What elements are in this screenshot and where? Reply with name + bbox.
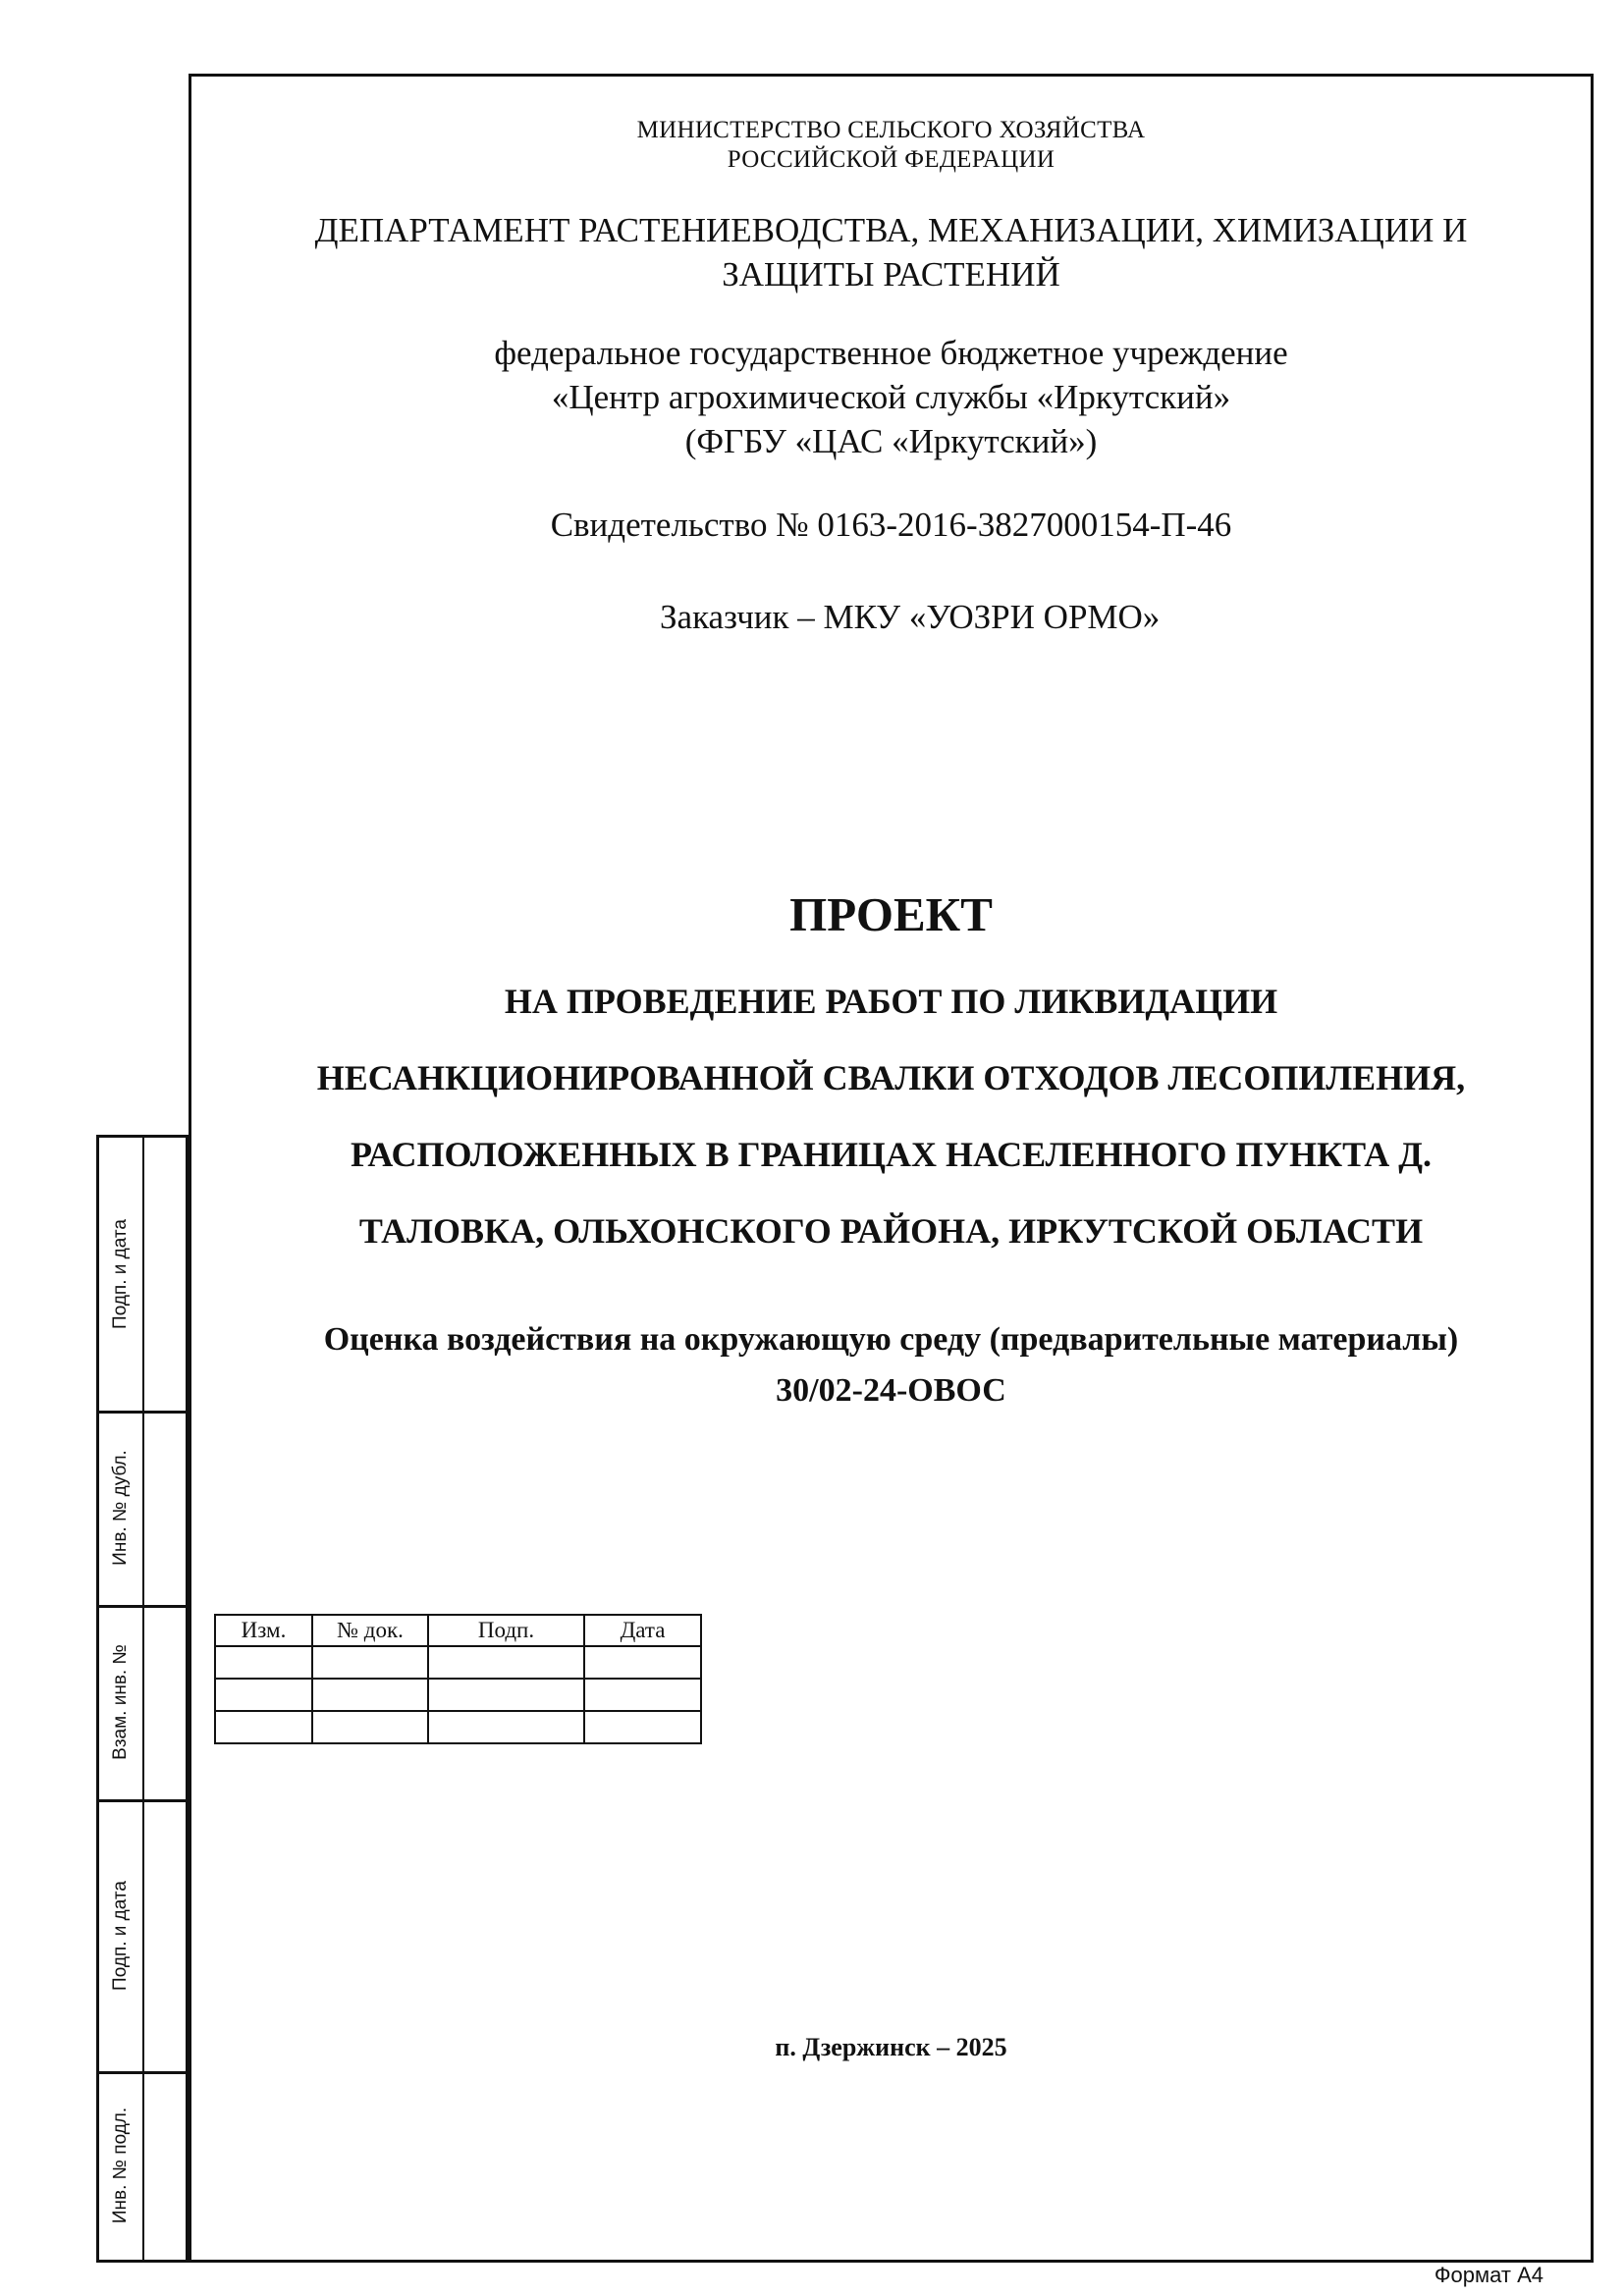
customer-name: Заказчик – МКУ «УОЗРИ ОРМО» [660,598,1161,636]
table-cell [428,1646,584,1679]
table-cell [584,1679,701,1711]
revision-header-row [215,1615,701,1646]
table-cell [215,1711,312,1743]
project-title: ПРОЕКТ [789,887,993,941]
assessment-block [189,1314,1594,1416]
strip-label [99,2071,142,2260]
ministry-line: РОССИЙСКОЙ ФЕДЕРАЦИИ [727,146,1056,173]
strip-label [99,1138,142,1411]
table-cell [428,1679,584,1711]
revision-header-cell: № док. [312,1615,428,1646]
certificate-number: Свидетельство № 0163-2016-3827000154-П-46 [550,506,1232,544]
strip-label-text: Подп. и дата [110,1880,132,1991]
page-format: Формат А4 [1434,2263,1543,2287]
table-cell [312,1679,428,1711]
department-name [189,208,1594,296]
strip-label [99,1605,142,1799]
strip-label-text: Инв. № подл. [110,2107,132,2224]
organization-name [189,331,1594,463]
strip-label-text: Инв. № дубл. [110,1450,131,1566]
table-cell [215,1646,312,1679]
ministry-name [189,116,1594,175]
table-row [215,1679,701,1711]
department-line: ДЕПАРТАМЕНТ РАСТЕНИЕВОДСТВА, МЕХАНИЗАЦИИ, ХИМИЗАЦИИ И [314,211,1468,249]
subtitle-line: ТАЛОВКА, ОЛЬХОНСКОГО РАЙОНА, ИРКУТСКОЙ ОБЛАСТИ [358,1211,1424,1251]
strip-label-text: Взам. инв. № [110,1644,131,1760]
revision-header-cell: Изм. [215,1615,312,1646]
table-row [215,1711,701,1743]
strip-label-text: Подп. и дата [110,1219,132,1329]
table-cell [428,1711,584,1743]
revision-header-cell: Дата [584,1615,701,1646]
strip-label [99,1411,142,1605]
table-cell [312,1646,428,1679]
table-row [215,1646,701,1679]
revision-table [214,1614,702,1744]
org-line: федеральное государственное бюджетное учреждение [494,334,1288,372]
document-code: 30/02-24-ОВОС [776,1372,1006,1409]
project-subtitle [189,963,1594,1269]
subtitle-line: РАСПОЛОЖЕННЫХ В ГРАНИЦАХ НАСЕЛЕННОГО ПУНКТА Д. [350,1135,1433,1174]
strip-label [99,1799,142,2071]
department-line: ЗАЩИТЫ РАСТЕНИЙ [722,255,1060,294]
org-line: (ФГБУ «ЦАС «Иркутский») [684,422,1098,460]
subtitle-line: НЕСАНКЦИОНИРОВАННОЙ СВАЛКИ ОТХОДОВ ЛЕСОПИЛЕНИЯ, [316,1058,1466,1097]
strip-divider [142,1138,144,2260]
place-and-year: п. Дзержинск – 2025 [775,2033,1007,2061]
table-cell [584,1646,701,1679]
table-cell [215,1679,312,1711]
assessment-title: Оценка воздействия на окружающую среду (предварительные материалы) [323,1321,1459,1358]
org-line: «Центр агрохимической службы «Иркутский» [551,378,1231,416]
ministry-line: МИНИСТЕРСТВО СЕЛЬСКОГО ХОЗЯЙСТВА [636,117,1146,143]
binding-stamp-strip [96,1135,189,2263]
revision-header-cell: Подп. [428,1615,584,1646]
subtitle-line: НА ПРОВЕДЕНИЕ РАБОТ ПО ЛИКВИДАЦИИ [504,982,1278,1021]
table-cell [312,1711,428,1743]
table-cell [584,1711,701,1743]
